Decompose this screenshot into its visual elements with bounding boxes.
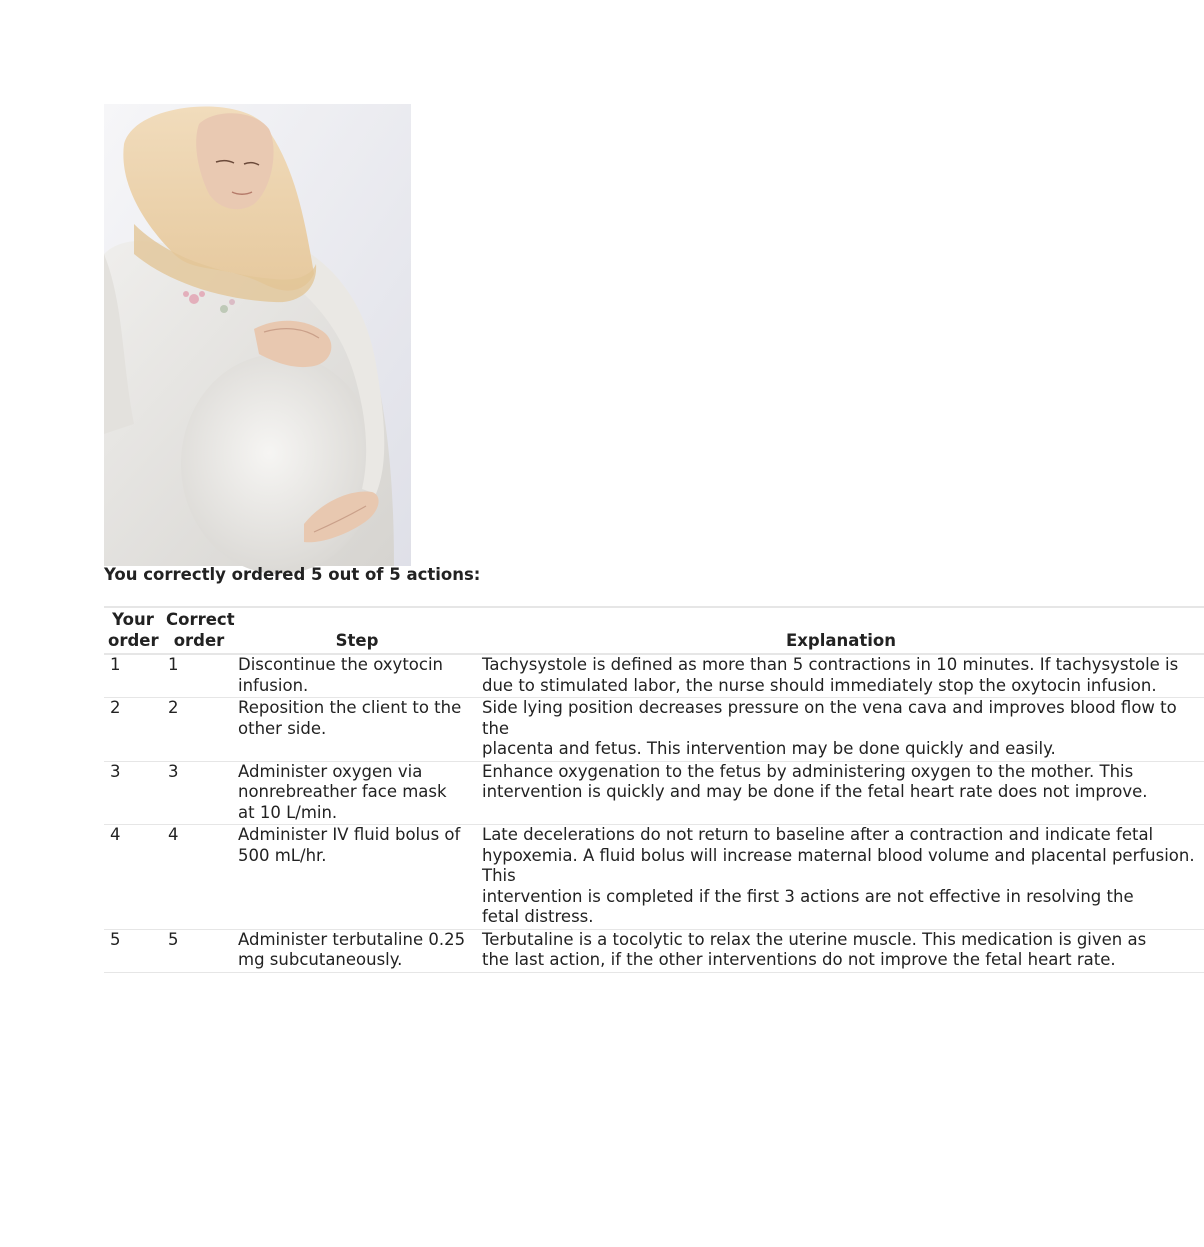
explanation-line: intervention is quickly and may be done if the fetal heart rate does not improve. [482, 782, 1148, 801]
correct-order-cell: 3 [162, 761, 236, 825]
explanation-line: Tachysystole is defined as more than 5 contractions in 10 minutes. If tachysystole is [482, 655, 1179, 674]
result-summary: You correctly ordered 5 out of 5 actions: [104, 565, 481, 584]
correct-order-cell: 2 [162, 698, 236, 762]
explanation-cell [478, 929, 1204, 972]
pregnant-woman-illustration [104, 104, 411, 566]
explanation-cell [478, 825, 1204, 930]
step-line: 500 mL/hr. [238, 845, 327, 865]
explanation-line: Late decelerations do not return to baseline after a contraction and indicate fetal [482, 825, 1154, 844]
explanation-line: intervention is completed if the first 3 actions are not effective in resolving the [482, 886, 1134, 906]
step-line: Discontinue the oxytocin [238, 655, 443, 674]
header-explanation: Explanation [478, 607, 1204, 654]
step-line: at 10 L/min. [238, 802, 338, 822]
step-line: Reposition the client to the [238, 698, 462, 717]
step-line: Administer IV fluid bolus of [238, 825, 461, 844]
table-row [104, 698, 1204, 762]
explanation-line: Side lying position decreases pressure on the vena cava and improves blood flow to the [482, 698, 1177, 738]
pregnant-woman-photo [104, 104, 411, 566]
explanation-line: Enhance oxygenation to the fetus by administering oxygen to the mother. This [482, 761, 1134, 781]
table-row [104, 825, 1204, 930]
correct-order-cell: 1 [162, 654, 236, 698]
explanation-cell [478, 698, 1204, 762]
explanation-line: Terbutaline is a tocolytic to relax the uterine muscle. This medication is given as [482, 929, 1147, 949]
table-header-row [104, 607, 1204, 654]
step-cell [236, 698, 478, 762]
step-cell [236, 761, 478, 825]
header-correct-order-line2: order [173, 630, 225, 650]
header-your-order-line1: Your [112, 610, 154, 629]
explanation-line: fetal distress. [482, 907, 594, 926]
header-your-order [104, 607, 162, 654]
your-order-cell: 4 [104, 825, 162, 930]
step-cell [236, 825, 478, 930]
table-row [104, 654, 1204, 698]
explanation-line: due to stimulated labor, the nurse should immediately stop the oxytocin infusion. [482, 675, 1157, 695]
correct-order-cell: 5 [162, 929, 236, 972]
your-order-cell: 5 [104, 929, 162, 972]
step-line: Administer terbutaline 0.25 [238, 929, 466, 949]
header-your-order-line2: order [108, 630, 159, 650]
your-order-cell: 2 [104, 698, 162, 762]
step-cell [236, 654, 478, 698]
ordering-results-table [104, 606, 1204, 973]
step-line: other side. [238, 718, 327, 738]
step-line: nonrebreather face mask [238, 782, 447, 801]
header-step: Step [236, 607, 478, 654]
step-cell [236, 929, 478, 972]
table-row [104, 929, 1204, 972]
explanation-cell [478, 654, 1204, 698]
step-line: mg subcutaneously. [238, 950, 403, 969]
explanation-cell [478, 761, 1204, 825]
your-order-cell: 3 [104, 761, 162, 825]
correct-order-cell: 4 [162, 825, 236, 930]
explanation-line: placenta and fetus. This intervention may be done quickly and easily. [482, 739, 1056, 758]
explanation-line: the last action, if the other interventions do not improve the fetal heart rate. [482, 950, 1116, 969]
step-line: Administer oxygen via [238, 761, 423, 781]
step-line: infusion. [238, 675, 309, 695]
header-correct-order-line1: Correct [166, 610, 235, 629]
header-correct-order [162, 607, 236, 654]
explanation-line: hypoxemia. A fluid bolus will increase maternal blood volume and placental perfusion. This [482, 845, 1195, 885]
table-row [104, 761, 1204, 825]
your-order-cell: 1 [104, 654, 162, 698]
